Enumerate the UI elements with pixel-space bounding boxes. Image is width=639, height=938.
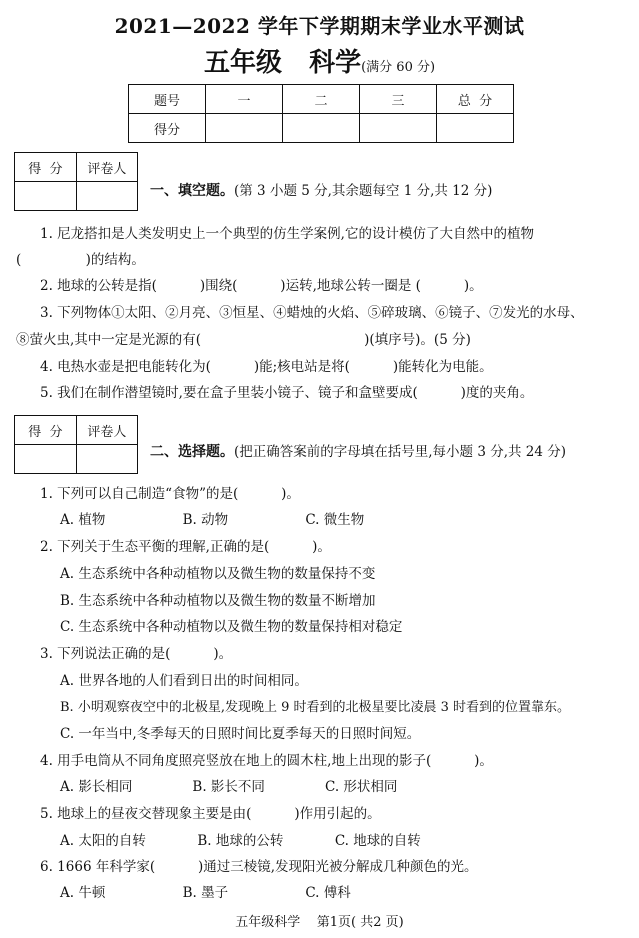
- score-table-header: 一: [206, 85, 283, 114]
- s1-line: ⑧萤火虫,其中一定是光源的有( )(填序号)。(5 分): [16, 332, 471, 348]
- s2-options: A. 影长相同 B. 影长不同 C. 形状相同: [60, 779, 398, 795]
- s1-line: 2. 地球的公转是指( )围绕( )运转,地球公转一圈是 ( )。: [40, 278, 483, 294]
- exam-title: 2021—2022 学年下学期期末学业水平测试: [114, 14, 525, 38]
- score-cell[interactable]: [206, 114, 283, 143]
- score-table-header: 题号: [129, 85, 206, 114]
- grader-name-cell[interactable]: [76, 445, 137, 474]
- section2-note: (把正确答案前的字母填在括号里,每小题 3 分,共 24 分): [234, 444, 567, 460]
- score-table: [128, 84, 514, 143]
- s2-options: A. 植物 B. 动物 C. 微生物: [60, 512, 365, 528]
- section2-heading: [150, 440, 566, 461]
- score-cell[interactable]: [437, 114, 514, 143]
- s2-options: A. 牛顿 B. 墨子 C. 傅科: [60, 885, 351, 901]
- score-cell[interactable]: [283, 114, 360, 143]
- section1-note: (第 3 小题 5 分,其余题每空 1 分,共 12 分): [234, 183, 493, 199]
- grader-name-label: 评卷人: [76, 416, 137, 445]
- s1-line: 3. 下列物体①太阳、②月亮、③恒星、④蜡烛的火焰、⑤碎玻璃、⑥镜子、⑦发光的水母、: [40, 305, 584, 321]
- s2-question: 3. 下列说法正确的是( )。: [40, 646, 233, 662]
- s2-question: 4. 用手电筒从不同角度照亮竖放在地上的圆木柱,地上出现的影子( )。: [40, 753, 493, 769]
- page-footer: 五年级科学 第1页( 共2 页): [235, 915, 404, 930]
- exam-subject: [0, 42, 639, 79]
- score-table-row-label: 得分: [129, 114, 206, 143]
- s1-line: 1. 尼龙搭扣是人类发明史上一个典型的仿生学案例,它的设计模仿了大自然中的植物: [40, 226, 534, 242]
- s2-question: 5. 地球上的昼夜交替现象主要是由( )作用引起的。: [40, 806, 381, 822]
- s2-option: B. 生态系统中各种动植物以及微生物的数量不断增加: [60, 593, 376, 609]
- score-table-header: 三: [360, 85, 437, 114]
- grader-name-label: 评卷人: [76, 153, 137, 182]
- subject-label: 五年级 科学: [203, 48, 362, 78]
- s2-option: B. 小明观察夜空中的北极星,发现晚上 9 时看到的北极星要比凌晨 3 时看到的位置靠东。: [60, 700, 571, 715]
- score-table-header: 总 分: [437, 85, 514, 114]
- grader-score-label: 得 分: [15, 416, 77, 445]
- score-note: (满分 60 分): [361, 60, 436, 75]
- s1-line: ( )的结构。: [16, 252, 145, 268]
- s2-question: 1. 下列可以自己制造“食物”的是( )。: [40, 486, 300, 502]
- score-cell[interactable]: [360, 114, 437, 143]
- grader-score-label: 得 分: [15, 153, 77, 182]
- section2-title: 二、选择题。: [150, 444, 234, 460]
- s1-line: 4. 电热水壶是把电能转化为( )能;核电站是将( )能转化为电能。: [40, 359, 493, 375]
- grader-box-section1: [14, 152, 138, 211]
- s2-question: 2. 下列关于生态平衡的理解,正确的是( )。: [40, 539, 331, 555]
- section1-heading: [150, 179, 492, 200]
- grader-box-section2: [14, 415, 138, 474]
- section1-title: 一、填空题。: [150, 183, 234, 199]
- s2-option: C. 生态系统中各种动植物以及微生物的数量保持相对稳定: [60, 619, 403, 635]
- grader-name-cell[interactable]: [76, 182, 137, 211]
- s1-line: 5. 我们在制作潜望镜时,要在盒子里装小镜子、镜子和盒壁要成( )度的夹角。: [40, 385, 534, 401]
- s2-option: A. 生态系统中各种动植物以及微生物的数量保持不变: [60, 566, 376, 582]
- grader-score-cell[interactable]: [15, 445, 77, 474]
- grader-score-cell[interactable]: [15, 182, 77, 211]
- s2-option: C. 一年当中,冬季每天的日照时间比夏季每天的日照时间短。: [60, 726, 421, 742]
- s2-options: A. 太阳的自转 B. 地球的公转 C. 地球的自转: [60, 833, 421, 849]
- s2-question: 6. 1666 年科学家( )通过三棱镜,发现阳光被分解成几种颜色的光。: [40, 859, 478, 875]
- score-table-header: 二: [283, 85, 360, 114]
- s2-option: A. 世界各地的人们看到日出的时间相同。: [60, 673, 308, 689]
